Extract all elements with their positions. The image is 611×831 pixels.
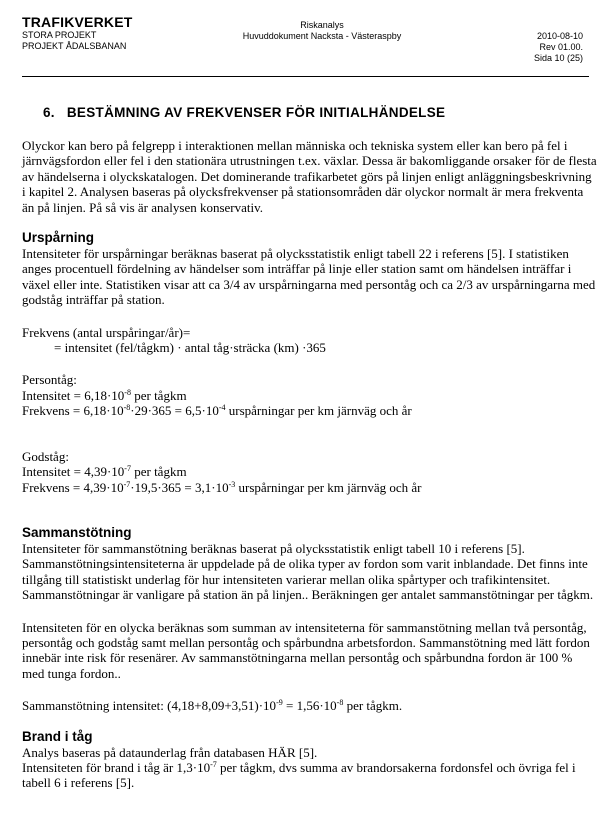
brand-paragraph-2: Intensiteten för brand i tåg är $1,3\cdot 10^{-7}$ per tågkm, dvs summa av brandorsakerna fordonsfel och övriga fel i tabell 6 i referens [5].: [22, 759, 576, 791]
sammanstotning-paragraph-1: Intensiteter för sammanstötning beräknas baserat på olycksstatistik enligt tabell 10 i referens [5]. Sammanstötningsintensiteterna är uppdelade på de olika typer av fordon som varit inblandade. Det finns inte tillgång till statistiskt underlag för hur intensiteten varierar mellan olika spårtyper och trafikintensitet. Sammanstötningar är vanligare på station än på linjen.. Beräkningen ger antalet sammanstötningar per tågkm.: [22, 540, 594, 603]
godstag-frequency: Frekvens = $4,39\cdot 10^{-7}\cdot 19,5\cdot 365 = 3,1\cdot 10^{-3}$ urspårningar per km järnväg och år: [22, 479, 422, 495]
formula-line-2: = intensitet (fel/tågkm) · antal tåg·sträcka (km) ·365: [54, 340, 326, 356]
sammanstotning-paragraph-2: Intensiteten för en olycka beräknas som summan av intensiteterna för sammanstötning mellan två persontåg, persontåg och godståg samt mellan persontåg och spårbundna arbetsfordon. Sammanstötning med lätt fordon innebär inte risk för resenärer. Av sammanstötningarna mellan persontåg och spårbundna fordon är 100 % med tunga fordon..: [22, 619, 590, 681]
section-title: BESTÄMNING AV FREKVENSER FÖR INITIALHÄNDELSE: [66, 105, 446, 120]
header-center: [222, 20, 422, 42]
document-date: 2010-08-10: [536, 31, 583, 41]
project-name: PROJEKT ÅDALSBANAN: [22, 41, 127, 51]
page-number: Sida 10 (25): [533, 53, 583, 63]
godstag-intensity: Intensitet = $4,39\cdot 10^{-7}$ per tågkm: [22, 464, 187, 480]
document-body: [22, 105, 597, 791]
header-left: [22, 14, 133, 52]
persontag-frequency: Frekvens = $6,18\cdot 10^{-8}\cdot 29\cdot 365 = 6,5\cdot 10^{-4}$ urspårningar per km järnväg och år: [22, 403, 412, 419]
intro-paragraph: Olyckor kan bero på felgrepp i interaktionen mellan människa och tekniska system eller kan bero på fel i järnvägsfordon eller fel i den stationära utrustningen t.ex. växlar. Dessa är bakomliggande orsaker för de flesta av händelserna i olyckskatalogen. Det dominerande trafikarbetet görs på linjen enligt anläggningsbeskrivning i kapitel 2. Analysen baseras på olycksfrekvenser på stationsområden där olyckor normalt är mera frekventa än på linjen. På så vis är analysen konservativ.: [22, 138, 597, 215]
sammanstotning-calculation: Sammanstötning intensitet: $(4,18+8,09+3,51)\cdot 10^{-9} = 1,56\cdot 10^{-8}$ per tågkm.: [22, 698, 403, 714]
header-right: [534, 31, 583, 64]
section-number: 6.: [43, 105, 55, 120]
persontag-intensity: Intensitet = $6,18\cdot 10^{-8}$ per tågkm: [22, 387, 187, 403]
brand-paragraph-1: Analys baseras på dataunderlag från databasen HÄR [5].: [22, 744, 318, 760]
persontag-label: Persontåg:: [22, 372, 77, 388]
header-divider: [22, 76, 589, 77]
urspaarning-paragraph: Intensiteter för urspårningar beräknas baserat på olycksstatistik enligt tabell 22 i referens [5]. I statistiken anges procentuell fördelning av händelser som inträffar på linje eller station samt om händelsen inträffar i växel eller inte. Statistiken visar att ca 3/4 av urspårningarna med persontåg och ca 2/3 av urspårningarna med godståg inträffar på station.: [22, 246, 596, 308]
document-revision: Rev 01.00.: [539, 42, 583, 52]
godstag-label: Godståg:: [22, 448, 69, 464]
organization-name: TRAFIKVERKET: [22, 14, 133, 30]
subheading-urspaarning: Urspårning: [22, 230, 95, 246]
formula-line-1: Frekvens (antal urspåringar/år)=: [22, 324, 191, 340]
page-header: [22, 14, 589, 74]
section-heading: [43, 105, 597, 121]
subheading-brand: Brand i tåg: [22, 728, 93, 744]
document-type: Riskanalys: [300, 20, 344, 30]
document-title: Huvuddokument Nacksta - Västeraspby: [242, 31, 402, 41]
department-name: STORA PROJEKT: [22, 30, 97, 40]
subheading-sammanstotning: Sammanstötning: [22, 524, 132, 540]
